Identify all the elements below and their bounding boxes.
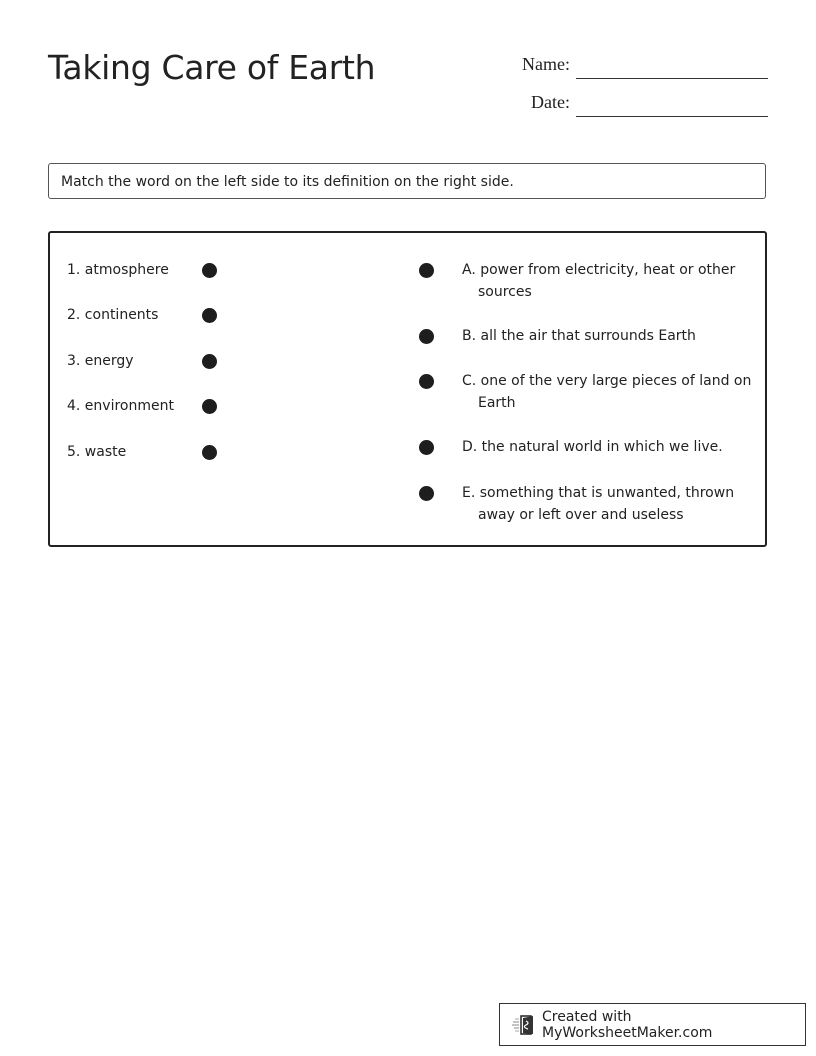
created-with-badge[interactable] [499, 1003, 806, 1046]
name-blank-line[interactable] [576, 78, 768, 79]
created-with-text: Created with MyWorksheetMaker.com [542, 1008, 713, 1041]
definition-dot-c[interactable] [419, 374, 434, 389]
matching-exercise-box [48, 231, 767, 547]
date-label: Date: [531, 92, 570, 112]
term-dot-1[interactable] [202, 263, 217, 278]
term-dot-5[interactable] [202, 445, 217, 460]
definition-item: A. power from electricity, heat or other sources [462, 262, 736, 300]
definition-item: B. all the air that surrounds Earth [462, 328, 696, 344]
date-field-row [510, 92, 768, 112]
definition-item: D. the natural world in which we live. [462, 439, 723, 455]
name-field-row [510, 54, 768, 74]
term-dot-3[interactable] [202, 354, 217, 369]
definition-dot-e[interactable] [419, 486, 434, 501]
page-title: Taking Care of Earth [48, 48, 376, 87]
definition-dot-b[interactable] [419, 329, 434, 344]
term-item: 5. waste [67, 444, 127, 460]
term-dot-4[interactable] [202, 399, 217, 414]
term-item: 2. continents [67, 307, 159, 323]
date-blank-line[interactable] [576, 116, 768, 117]
definition-dot-a[interactable] [419, 263, 434, 278]
term-item: 4. environment [67, 398, 174, 414]
worksheet-maker-logo-icon [512, 1014, 536, 1036]
definition-item: E. something that is unwanted, thrown away or left over and useless [462, 485, 735, 523]
instructions-box: Match the word on the left side to its definition on the right side. [48, 163, 766, 199]
term-dot-2[interactable] [202, 308, 217, 323]
definition-dot-d[interactable] [419, 440, 434, 455]
term-item: 1. atmosphere [67, 262, 169, 278]
term-item: 3. energy [67, 353, 134, 369]
definition-item: C. one of the very large pieces of land on Earth [462, 373, 752, 411]
name-label: Name: [522, 54, 570, 74]
